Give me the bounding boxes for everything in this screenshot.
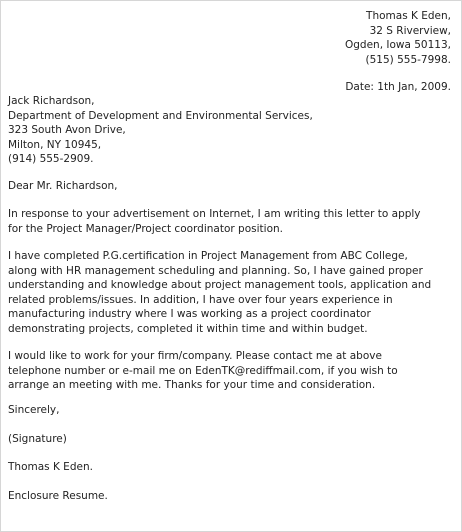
- paragraph-line: for the Project Manager/Project coordinator position.: [8, 222, 283, 235]
- sender-street: 32 S Riverview,: [369, 24, 451, 37]
- recipient-name: Jack Richardson,: [8, 95, 95, 107]
- paragraph-line: I would like to work for your firm/company. Please contact me at above: [8, 350, 382, 362]
- paragraph-line: I have completed P.G.certification in Project Management from ABC College,: [8, 250, 408, 262]
- recipient-street: 323 South Avon Drive,: [8, 124, 126, 137]
- letter-date: Date: 1th Jan, 2009.: [345, 81, 451, 93]
- body-paragraph-3: [8, 349, 456, 393]
- paragraph-line: arrange an meeting with me. Thanks for your time and consideration.: [8, 379, 376, 392]
- sender-phone: (515) 555-7998.: [365, 53, 451, 66]
- recipient-department: Department of Development and Environmental Services,: [8, 109, 313, 122]
- recipient-phone: (914) 555-2909.: [8, 153, 94, 166]
- closing: Sincerely,: [8, 404, 60, 416]
- sender-address: [345, 9, 451, 67]
- body-paragraph-1: [8, 207, 456, 236]
- recipient-address: [8, 94, 313, 167]
- paragraph-line: telephone number or e-mail me on EdenTK@rediffmail.com, if you wish to: [8, 364, 398, 377]
- salutation: Dear Mr. Richardson,: [8, 180, 118, 192]
- sender-name: Thomas K Eden,: [366, 10, 451, 22]
- signature-placeholder: (Signature): [8, 433, 67, 445]
- paragraph-line: related problems/issues. In addition, I have over four years experience in: [8, 293, 393, 306]
- recipient-city: Milton, NY 10945,: [8, 138, 102, 151]
- paragraph-line: along with HR management scheduling and planning. So, I have gained proper: [8, 264, 423, 277]
- enclosure-note: Enclosure Resume.: [8, 490, 108, 502]
- sender-city: Ogden, Iowa 50113,: [344, 39, 451, 52]
- paragraph-line: In response to your advertisement on Internet, I am writing this letter to apply: [8, 208, 421, 220]
- body-paragraph-2: [8, 249, 456, 337]
- paragraph-line: demonstrating projects, completed it within time and within budget.: [8, 322, 368, 335]
- signer-name: Thomas K Eden.: [8, 461, 93, 473]
- paragraph-line: understanding and knowledge about project management tools, application and: [8, 279, 432, 292]
- paragraph-line: manufacturing industry where I was working as a project coordinator: [8, 308, 371, 321]
